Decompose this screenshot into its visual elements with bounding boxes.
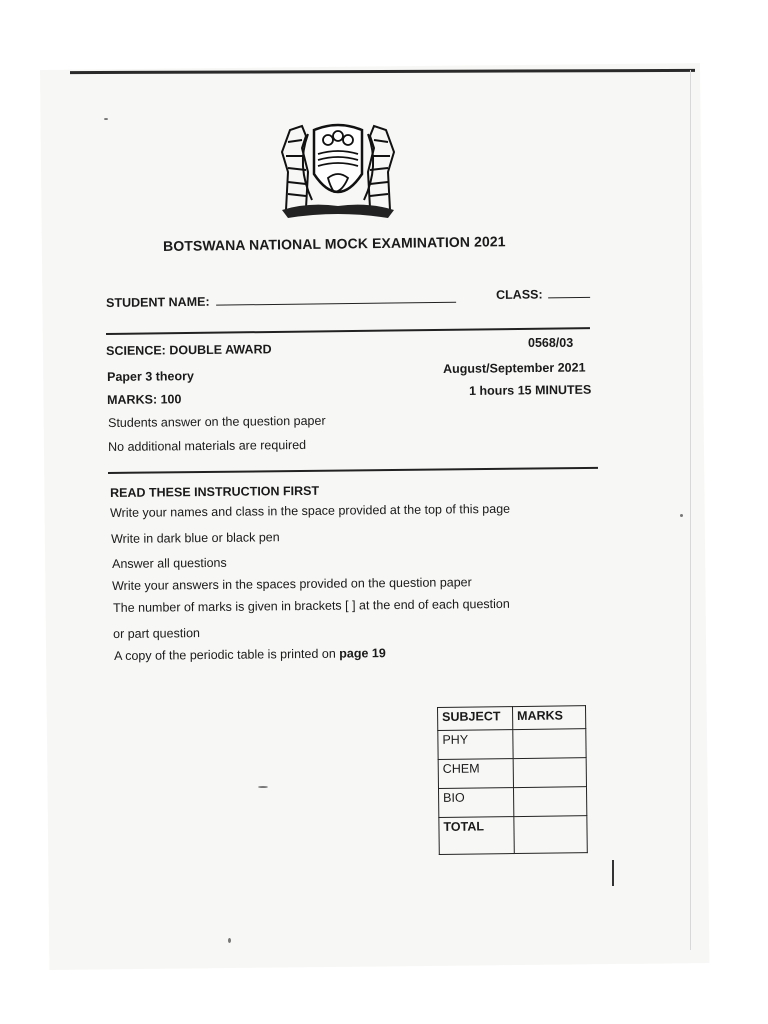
periodic-table-note: A copy of the periodic table is printed on	[114, 646, 340, 663]
marks-cell[interactable]	[514, 816, 587, 854]
instruction-item: or part question	[113, 626, 201, 641]
instruction-item: Write your names and class in the space provided at the top of this page	[110, 501, 511, 520]
class-field[interactable]	[548, 286, 590, 299]
subject-cell: CHEM	[438, 759, 513, 789]
answer-note: Students answer on the question paper	[108, 413, 326, 430]
instruction-item: Write in dark blue or black pen	[111, 530, 280, 546]
marks-cell[interactable]	[513, 729, 586, 759]
instruction-item: Write your answers in the spaces provided on the question paper	[112, 575, 472, 593]
table-row	[438, 729, 586, 760]
scan-speck	[228, 938, 231, 943]
materials-note: No additional materials are required	[108, 437, 307, 454]
table-row	[438, 787, 586, 818]
marks-table	[437, 705, 588, 855]
table-row	[438, 758, 586, 789]
exam-duration: 1 hours 15 MINUTES	[469, 382, 592, 398]
instruction-item	[114, 646, 386, 663]
botswana-coat-of-arms-icon	[268, 112, 408, 220]
student-name-label: STUDENT NAME:	[106, 294, 210, 310]
page-reference: page 19	[339, 646, 386, 661]
instruction-item: The number of marks is given in brackets [ ] at the end of each question	[113, 596, 510, 615]
instruction-item: Answer all questions	[112, 555, 227, 571]
scan-speck	[680, 514, 683, 517]
scan-speck	[612, 860, 614, 886]
scan-right-edge	[690, 70, 691, 950]
instructions-heading: READ THESE INSTRUCTION FIRST	[110, 483, 320, 500]
student-name-field[interactable]	[216, 291, 456, 306]
exam-session: August/September 2021	[443, 360, 586, 376]
class-label: CLASS:	[496, 287, 543, 302]
paper-code: 0568/03	[528, 336, 574, 350]
subject-cell: PHY	[438, 730, 513, 760]
page-title: BOTSWANA NATIONAL MOCK EXAMINATION 2021	[163, 233, 506, 254]
table-header-row	[438, 706, 586, 731]
marks-cell[interactable]	[513, 787, 586, 817]
paper-number: Paper 3 theory	[107, 369, 194, 384]
subject-name: SCIENCE: DOUBLE AWARD	[106, 342, 272, 358]
subject-cell: TOTAL	[439, 817, 514, 855]
scan-speck	[258, 786, 268, 788]
class-row	[496, 286, 590, 302]
table-row	[439, 816, 587, 855]
scan-speck	[104, 118, 108, 120]
column-header-subject: SUBJECT	[438, 707, 513, 731]
total-marks: MARKS: 100	[107, 392, 182, 407]
marks-cell[interactable]	[513, 758, 586, 788]
column-header-marks: MARKS	[513, 706, 586, 730]
subject-cell: BIO	[438, 788, 513, 818]
